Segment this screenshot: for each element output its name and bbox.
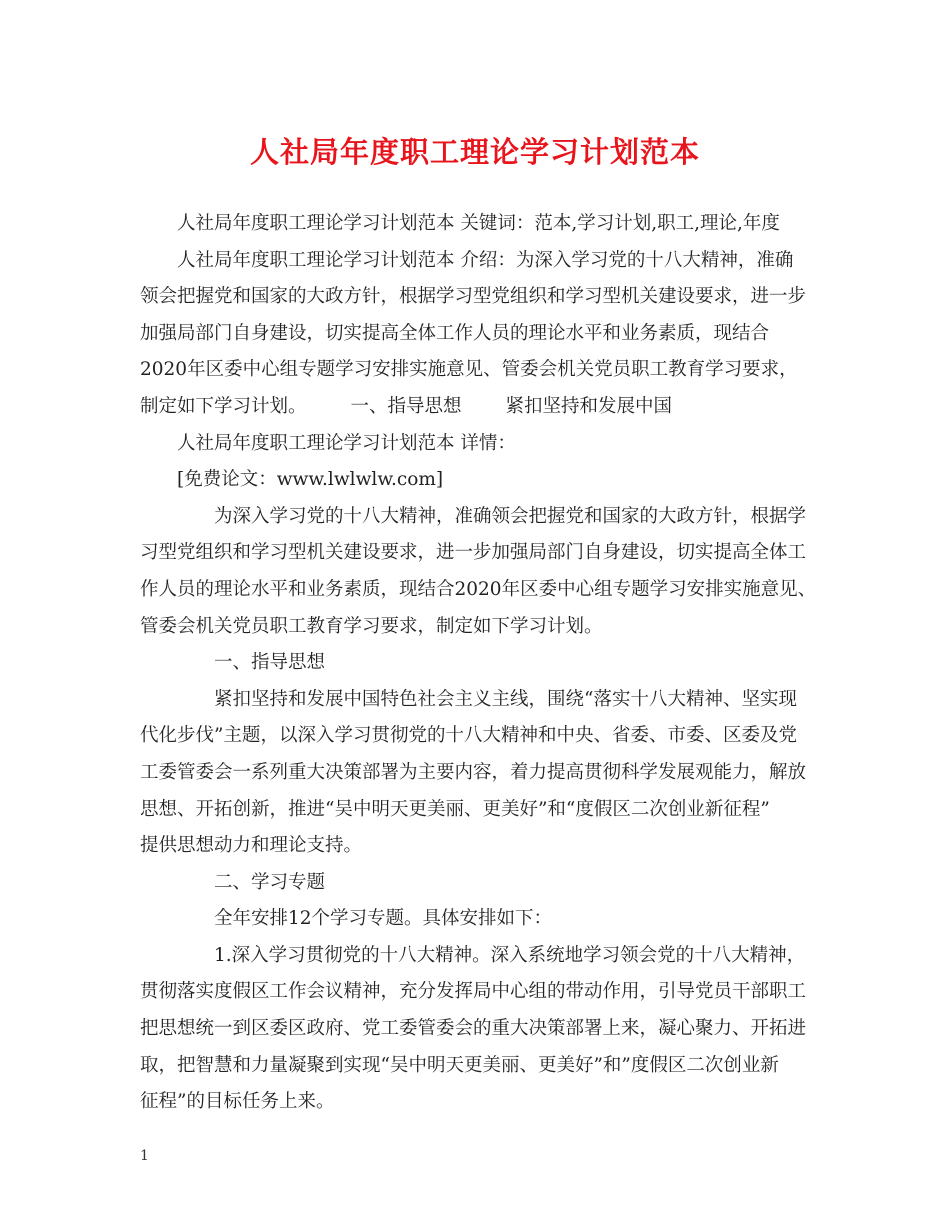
paragraph-line: 贯彻落实度假区工作会议精神，充分发挥局中心组的带动作用，引导党员干部职工: [140, 981, 807, 1003]
section-heading: 一、指导思想: [214, 652, 326, 674]
intro-text: 制定如下学习计划。: [140, 395, 307, 417]
keywords-line: 人社局年度职工理论学习计划范本 关键词：范本,学习计划,职工,理论,年度: [177, 213, 780, 234]
paragraph-line: 提供思想动力和理论支持。: [140, 835, 363, 857]
paragraph-line: 征程”的目标任务上来。: [140, 1091, 335, 1113]
intro-line: 2020年区委中心组专题学习安排实施意见、管委会机关党员职工教育学习要求，: [140, 359, 798, 381]
page-number: 1: [140, 1148, 149, 1164]
details-label: 人社局年度职工理论学习计划范本 详情：: [177, 432, 516, 454]
paragraph-line: 为深入学习党的十八大精神，准确领会把握党和国家的大政方针，根据学: [214, 505, 807, 527]
paragraph-line: 作人员的理论水平和业务素质，现结合2020年区委中心组专题学习安排实施意见、: [140, 578, 817, 600]
paragraph-line: 全年安排12个学习专题。具体安排如下：: [214, 908, 553, 930]
intro-line: [140, 389, 830, 426]
source-link: [免费论文：www.lwlwlw.com]: [177, 469, 444, 491]
paragraph-line: 取，把智慧和力量凝聚到实现“吴中明天更美丽、更美好”和”度假区二次创业新: [140, 1054, 779, 1076]
document-body: [140, 206, 830, 1121]
paragraph-line: 把思想统一到区委区政府、党工委管委会的重大决策部署上来，凝心聚力、开拓进: [140, 1018, 807, 1040]
paragraph-line: 代化步伐”主题，以深入学习贯彻党的十八大精神和中央、省委、市委、区委及党: [140, 725, 797, 747]
intro-text: 紧扣坚持和发展中国: [505, 395, 673, 417]
intro-line: 加强局部门自身建设，切实提高全体工作人员的理论水平和业务素质，现结合: [140, 322, 770, 344]
paragraph-line: 紧扣坚持和发展中国特色社会主义主线，围绕“落实十八大精神、坚实现: [214, 688, 797, 710]
intro-line: 人社局年度职工理论学习计划范本 介绍：为深入学习党的十八大精神，准确: [177, 249, 794, 271]
paragraph-line: 习型党组织和学习型机关建设要求，进一步加强局部门自身建设，切实提高全体工: [140, 542, 807, 564]
section-heading: 二、学习专题: [214, 871, 326, 893]
paragraph-line: 1.深入学习贯彻党的十八大精神。深入系统地学习领会党的十八大精神，: [214, 944, 806, 966]
document-title: 人社局年度职工理论学习计划范本: [249, 135, 700, 169]
paragraph-line: 工委管委会一系列重大决策部署为主要内容，着力提高贯彻科学发展观能力，解放: [140, 761, 807, 783]
intro-line: 领会把握党和国家的大政方针，根据学习型党组织和学习型机关建设要求，进一步: [140, 286, 807, 308]
paragraph-line: 思想、开拓创新，推进“吴中明天更美丽、更美好”和“度假区二次创业新征程”: [140, 798, 770, 820]
paragraph-line: 管委会机关党员职工教育学习要求，制定如下学习计划。: [140, 615, 603, 637]
intro-heading-text: 一、指导思想: [350, 395, 462, 417]
